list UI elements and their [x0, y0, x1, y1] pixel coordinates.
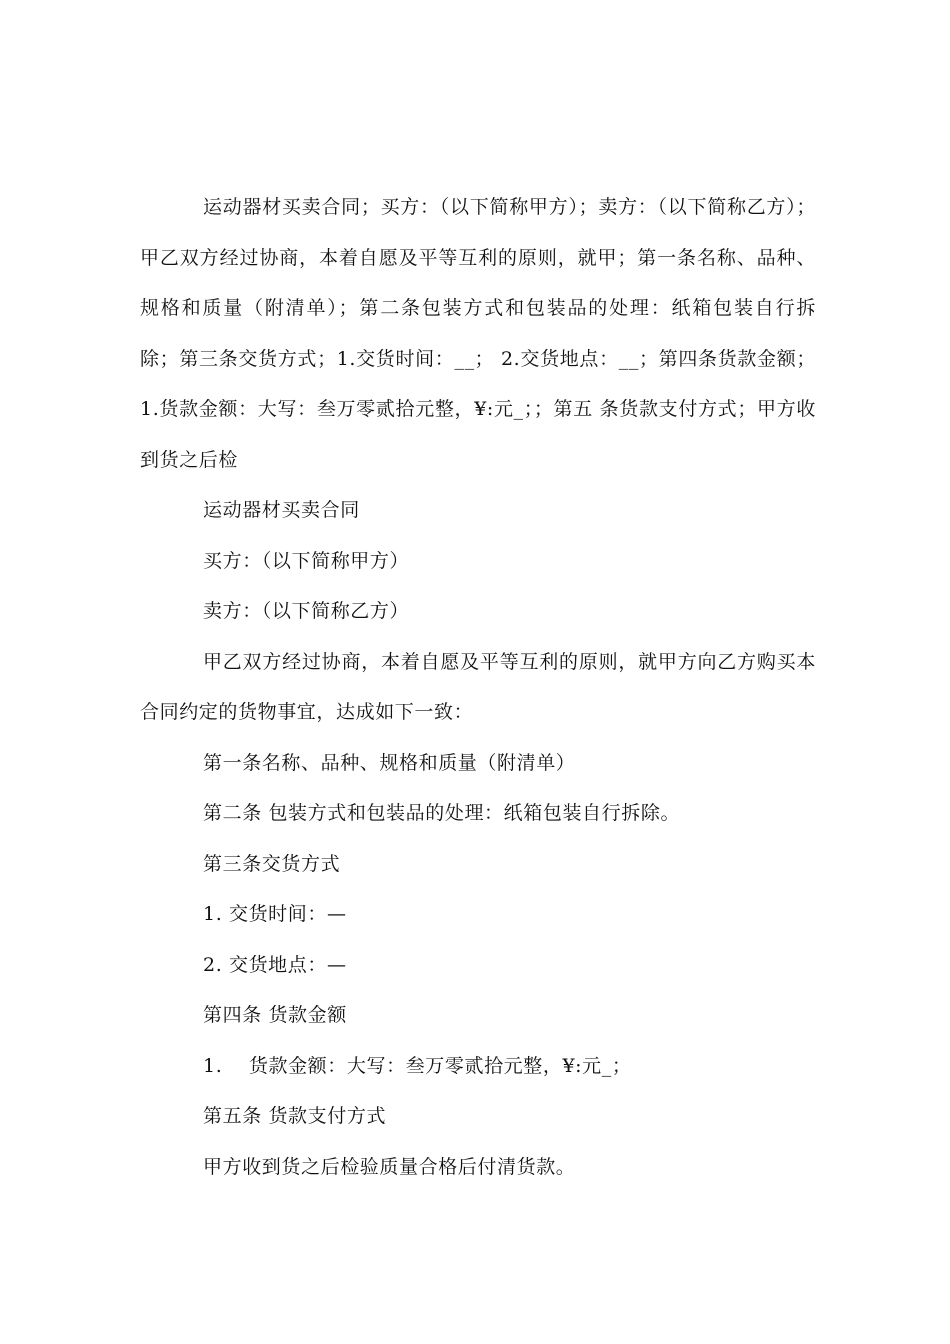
buyer-line: 买方：（以下简称甲方） [203, 549, 410, 572]
preamble-paragraph: 甲乙双方经过协商，本着自愿及平等互利的原则，就甲方向乙方购买本合同约定的货物事宜，达成如下一致： [140, 650, 816, 723]
clause-4-item-1: 1. 货款金额：大写：叁万零贰拾元整，¥:元_； [203, 1054, 632, 1077]
summary-paragraph: 运动器材买卖合同；买方：（以下简称甲方）；卖方：（以下简称乙方）；甲乙双方经过协商，本着自愿及平等互利的原则，就甲；第一条名称、品种、规格和质量（附清单）；第二条包装方式和包装品的处理：纸箱包装自行拆除；第三条交货方式；1.交货时间：__； 2.交货地点：__；第四条货款金额；1.货款金额：大写：叁万零贰拾元整，¥:元_；；第五 条货款支付方式；甲方收到货之后检 [140, 196, 816, 471]
clause-5: 第五条 货款支付方式 [203, 1105, 387, 1127]
clause-3-item-1: 1. 交货时间：— [203, 903, 347, 925]
clause-5-text: 甲方收到货之后检验质量合格后付清货款。 [203, 1155, 576, 1178]
clause-4: 第四条 货款金额 [203, 1004, 347, 1026]
clause-2: 第二条 包装方式和包装品的处理：纸箱包装自行拆除。 [203, 802, 681, 824]
document-body [140, 182, 816, 1192]
contract-title: 运动器材买卖合同 [203, 499, 360, 521]
seller-line: 卖方：（以下简称乙方） [203, 600, 410, 622]
clause-3: 第三条交货方式 [203, 852, 341, 875]
clause-3-item-2: 2. 交货地点：— [203, 953, 347, 976]
clause-1: 第一条名称、品种、规格和质量（附清单） [203, 751, 576, 774]
